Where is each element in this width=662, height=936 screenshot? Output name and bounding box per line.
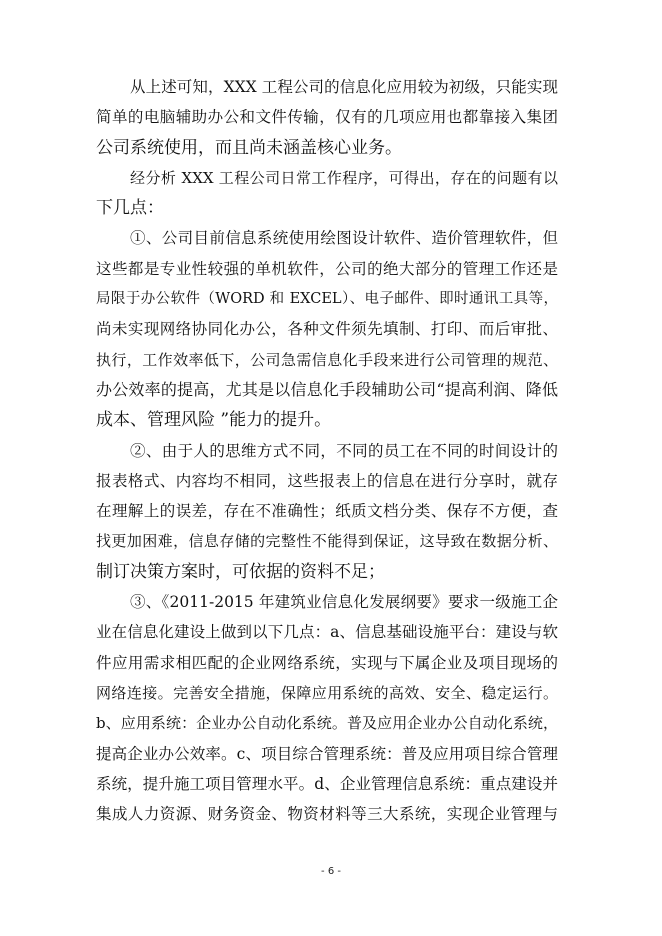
body-text: [96, 72, 558, 829]
text-line: 报表格式、内容均不相同，这些报表上的信息在进行分享时，就存: [96, 471, 558, 490]
text-line: 提高企业办公效率。c、项目综合管理系统：普及应用项目综合管理: [96, 744, 558, 763]
text-line: 从上述可知，XXX 工程公司的信息化应用较为初级，只能实现: [130, 78, 558, 96]
text-line: 成本、管理风险 ”能力的提升。: [96, 410, 332, 431]
page-number: - 6 -: [321, 866, 341, 877]
text-line: 公司系统使用，而且尚未涵盖核心业务。: [96, 137, 402, 158]
text-line: 办公效率的提高，尤其是以信息化手段辅助公司“提高利润、降低: [96, 379, 558, 399]
text-line: ②、由于人的思维方式不同，不同的员工在不同的时间设计的: [130, 441, 558, 460]
text-line: 尚未实现网络协同化办公，各种文件须先填制、打印、而后审批、: [96, 320, 558, 339]
text-line: b、应用系统：企业办公自动化系统。普及应用企业办公自动化系统，: [96, 714, 558, 733]
text-line: 网络连接。完善安全措施，保障应用系统的高效、安全、稳定运行。: [96, 683, 558, 702]
text-line: 局限于办公软件（WORD 和 EXCEL）、电子邮件、即时通讯工具等，: [96, 291, 558, 308]
text-line: 简单的电脑辅助办公和文件传输，仅有的几项应用也都靠接入集团: [96, 108, 558, 127]
text-line: 在理解上的误差，存在不准确性；纸质文档分类、保存不方便，查: [96, 502, 558, 521]
text-line: 找更加困难，信息存储的完整性不能得到保证，这导致在数据分析、: [96, 532, 558, 551]
text-line: ③、《2011-2015 年建筑业信息化发展纲要》要求一级施工企: [130, 593, 558, 612]
text-line: ①、公司目前信息系统使用绘图设计软件、造价管理软件，但: [130, 229, 558, 248]
text-line: 这些都是专业性较强的单机软件，公司的绝大部分的管理工作还是: [96, 259, 558, 278]
text-line: 集成人力资源、财务资金、物资材料等三大系统，实现企业管理与: [96, 805, 558, 824]
text-line: 业在信息化建设上做到以下几点：a、信息基础设施平台：建设与软: [96, 623, 558, 642]
text-line: 执行，工作效率低下，公司急需信息化手段来进行公司管理的规范、: [96, 350, 558, 369]
text-line: 制订决策方案时，可依据的资料不足；: [96, 561, 385, 582]
text-line: 件应用需求相匹配的企业网络系统，实现与下属企业及项目现场的: [96, 653, 558, 672]
text-line: 下几点：: [96, 198, 164, 219]
text-line: 系统，提升施工项目管理水平。d、企业管理信息系统：重点建设并: [96, 774, 558, 793]
text-line: 经分析 XXX 工程公司日常工作程序，可得出，存在的问题有以: [130, 168, 558, 187]
